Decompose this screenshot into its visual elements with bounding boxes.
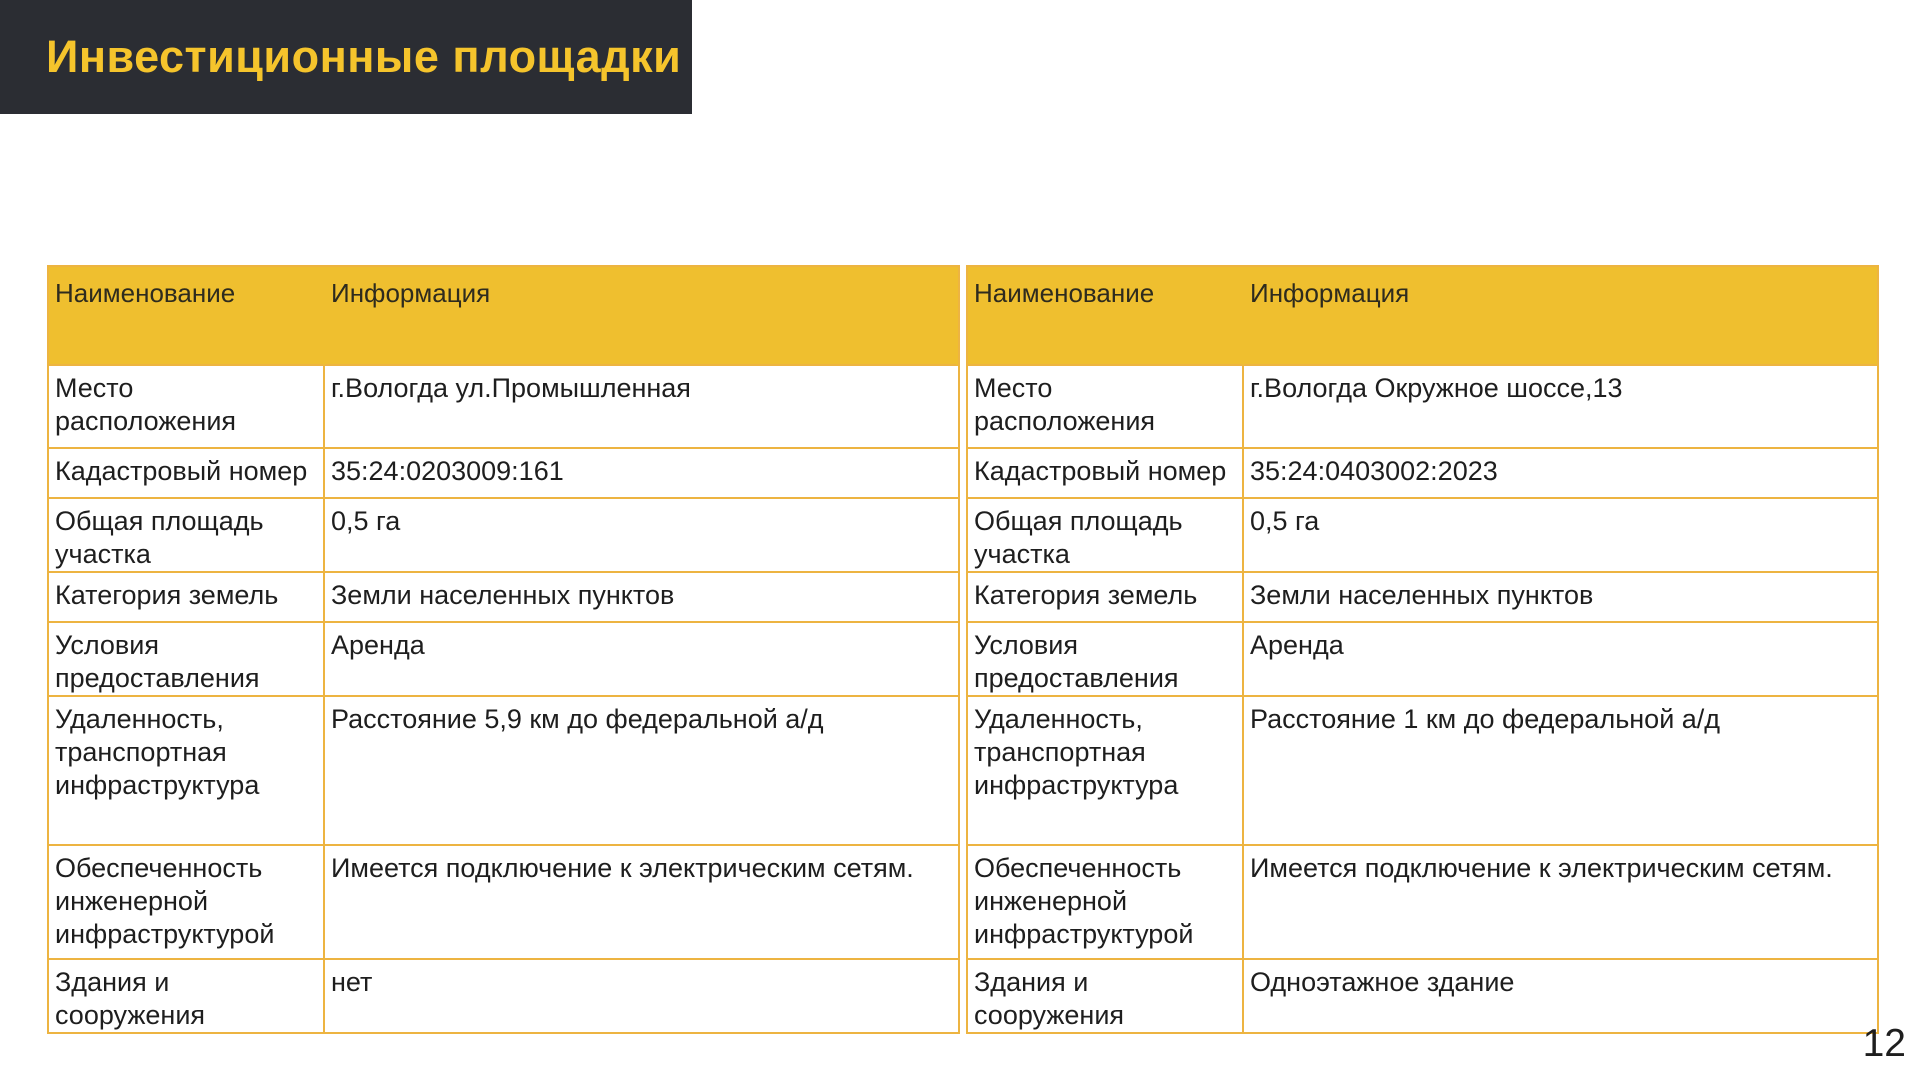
row-label: Здания и сооружения: [968, 960, 1244, 1032]
row-value: нет: [331, 967, 373, 997]
table-row: [49, 573, 958, 623]
table-row: [968, 449, 1877, 499]
row-label: Удаленность, транспортная инфраструктура: [968, 697, 1244, 846]
table-row: [968, 573, 1877, 623]
row-label: Условия предоставления: [968, 623, 1244, 697]
row-value: Аренда: [325, 623, 958, 697]
row-value: Аренда: [1244, 623, 1877, 697]
row-label: Кадастровый номер: [968, 449, 1244, 499]
row-label: Условия предоставления: [49, 623, 325, 697]
investment-table-1: [47, 265, 960, 1034]
table-row: [968, 499, 1877, 573]
row-value: 0,5 га: [1244, 499, 1877, 573]
table-row: [49, 499, 958, 573]
row-label: Категория земель: [968, 573, 1244, 623]
row-value: г.Вологда ул.Промышленная: [325, 366, 958, 449]
slide-title-block: [0, 0, 692, 114]
row-label: Удаленность, транспортная инфраструктура: [49, 697, 325, 846]
table-header-row: [49, 267, 958, 366]
table-row: [968, 697, 1877, 846]
table-row: [49, 960, 958, 1032]
column-header-name: Наименование: [968, 267, 1244, 366]
table-row: [968, 846, 1877, 960]
table-row: [49, 623, 958, 697]
row-label: Обеспеченность инженерной инфраструктурой: [49, 846, 325, 960]
row-value: Одноэтажное здание: [1250, 967, 1515, 997]
slide-title: Инвестиционные площадки: [46, 31, 682, 82]
row-value: 35:24:0403002:2023: [1244, 449, 1877, 499]
table-row: [49, 697, 958, 846]
row-label: Здания и сооружения: [49, 960, 325, 1032]
row-label: Общая площадь участка: [968, 499, 1244, 573]
table-row: [968, 366, 1877, 449]
table-row: [968, 960, 1877, 1032]
table-header-row: [968, 267, 1877, 366]
table-row: [49, 449, 958, 499]
column-header-name: Наименование: [49, 267, 325, 366]
row-value: Имеется подключение к электрическим сетям.: [1244, 846, 1877, 960]
column-header-info: Информация: [1244, 267, 1877, 366]
row-value: 35:24:0203009:161: [325, 449, 958, 499]
row-value: г.Вологда Окружное шоссе,13: [1244, 366, 1877, 449]
page-number: 12: [1862, 1022, 1906, 1065]
row-value: Земли населенных пунктов: [1244, 573, 1877, 623]
investment-table-2: [966, 265, 1879, 1034]
row-label: Место расположения: [968, 366, 1244, 449]
row-value: 0,5 га: [325, 499, 958, 573]
column-header-info: Информация: [325, 267, 958, 366]
row-label: Категория земель: [49, 573, 325, 623]
row-value: Земли населенных пунктов: [325, 573, 958, 623]
row-label: Место расположения: [49, 366, 325, 449]
table-row: [49, 846, 958, 960]
row-value: Расстояние 5,9 км до федеральной а/д: [325, 697, 958, 846]
row-label: Кадастровый номер: [49, 449, 325, 499]
table-row: [968, 623, 1877, 697]
row-value: Имеется подключение к электрическим сетям.: [325, 846, 958, 960]
row-value: Расстояние 1 км до федеральной а/д: [1244, 697, 1877, 846]
row-label: Обеспеченность инженерной инфраструктурой: [968, 846, 1244, 960]
table-row: [49, 366, 958, 449]
row-label: Общая площадь участка: [49, 499, 325, 573]
